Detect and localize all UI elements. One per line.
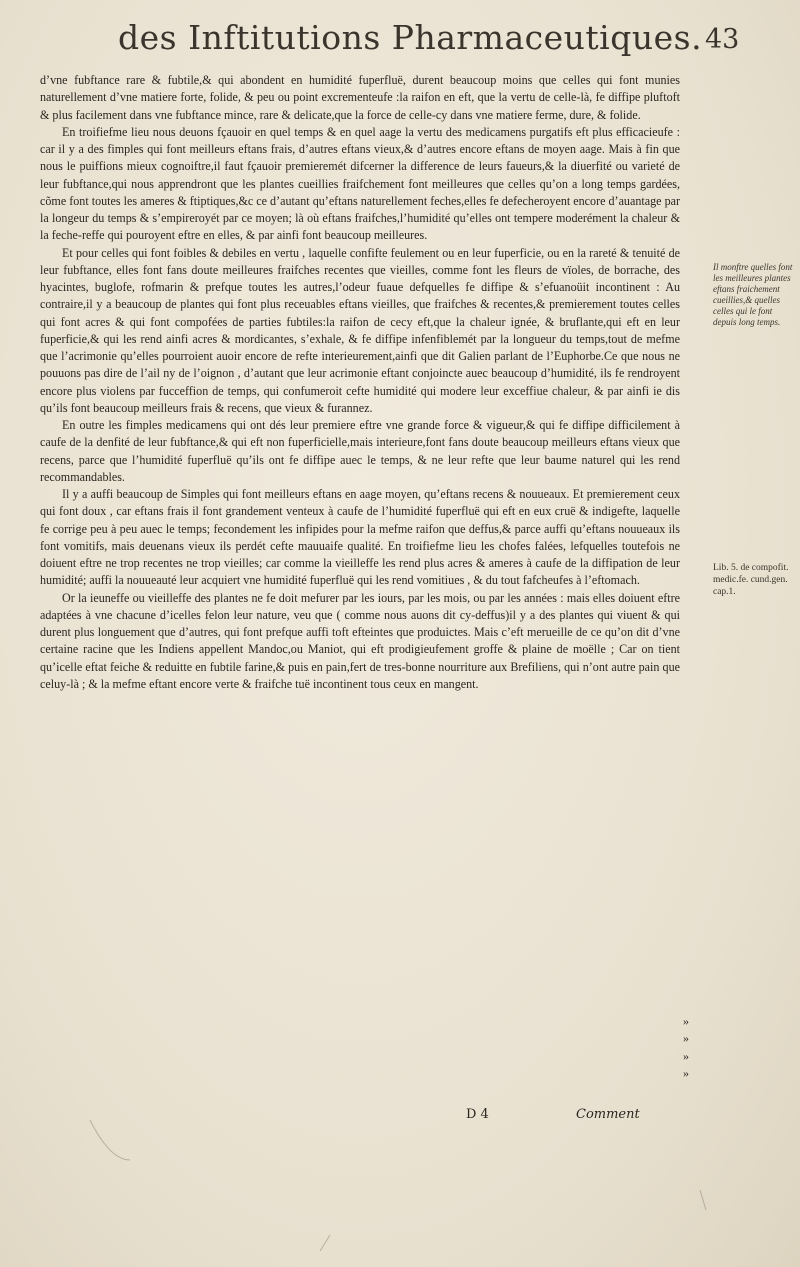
margin-reference: Lib. 5. de compofit. medic.fe. cund.gen. cap.1.: [713, 563, 789, 597]
ink-stroke: [700, 1190, 706, 1210]
paragraph: En troifiefme lieu nous deuons fçauoir en quel temps & en quel aage la vertu des medicamens purgatifs eft plus efficacieufe : car il y a des fimples qui font meilleurs eftans frais, d’autres eftans vieux,& d’autres encore eftans de moyen aage. Mais à fin que nous le puiffions mieux cognoiftre,il faut fçauoir premieremét difcerner la difference de leurs faueurs,& la diuerfité ou varieté de leur fubftance,qui nous apprendront que les plantes cueillies fraifchement font meilleures que celles qu’on a long temps gardées, cõme font toutes les ameres & ftiptiques,&c ce d’autant qu’eftans naturellement feches,elles fe defecheroyent encore d’auantage par la longeur du temps & s’empireroyét par ce moyen; là où eftans fraifches,l’humidité qu’elles ont tempere moderément la chaleur & la feche-reffe qui pouroyent eftre en elles, & par ainfi font beaucoup meilleures.: [40, 124, 681, 243]
ink-stroke: [90, 1120, 130, 1160]
paragraph: d’vne fubftance rare & fubtile,& qui abondent en humidité fuperfluë, durent beaucoup moins que celles qui font munies naturellement d’vne matiere forte, folide, & peu ou point excrementeufe :la raifon en eft, que la vertu de celle-là, fe diffipe pluftoft & plus facilement dans vne fubftance mince, rare & delicate,que la force de celle-cy dans vne matiere ferme, dure, & folide.: [40, 73, 680, 122]
margin-note: Il monftre quelles font les meilleures plantes eftans fraichement cueillies,& quelles celles qui le font depuis long temps.: [713, 262, 793, 327]
ink-stroke: [320, 1235, 330, 1251]
page-number: 43: [705, 24, 740, 55]
paragraph: En outre les fimples medicamens qui ont dés leur premiere eftre vne grande force & vigueur,& qui fe diffipe difficilement à caufe de la denfité de leur fubftance,& qui eft non fuperficielle,mais interieure,font fans doute beaucoup meilleurs eftans vieux que recens, parce que l’humidité fuperfluë qu’ils ont fe diffipe auec le temps, & ne leur refte que leur baume naturel qui les rend recommandables.: [40, 418, 680, 484]
paragraph: Or la ieuneffe ou vieilleffe des plantes ne fe doit mefurer par les iours, par les mois, ou par les années : mais elles doiuent eftre adaptées à vne chacune d’icelles felon leur nature, veu que ( comme nous auons dit cy-deffus)il y a des plantes qui viuent & qui durent plus longuement que d’autres, qui font prefque auffi toft efteintes que produictes. Mais c’eft merueille de ce qu’on dit d’vne certaine racine que les Indiens appellent Mandoc,ou Maniot, qui eft prodigieufement groffe & plaine de moëlle ; Car on tient qu’icelle eftat feiche & reduitte en fubtile farine,& puis en pain,fert de tres-bonne nourriture aux Brefiliens, qui n’ont autre pain que celuy-là ; & la mefme eftant encore verte & fraifche tuë incontinent tous ceux en mangent.: [40, 590, 680, 691]
paragraph: Et pour celles qui font foibles & debiles en vertu , laquelle confifte feulement ou en leur fuperficie, ou en la rareté & tenuité de leur fubftance, elles font fans doute meilleures fraifches recentes que vieilles, comme font les fleurs de vïoles, de borrache, des hyacintes, buglofe, rofmarin & prefque toutes les autres,l’odeur fuaue defquelles fe diffipe & s’efuanoüit incontinent : Au contraire,il y a beaucoup de plantes qui font plus receuables eftans vieilles, que fraifches & recentes,& premierement toutes celles qui font acres & qui font compofées de parties fubtiles:la raifon de cecy eft,que la chaleur ignée, & bruflante,qui eft en leur fuperficie,& qui les rend ainfi acres & mordicantes, s’exhale, & fe diffipe infenfiblemét par la longueur du temps,tout de mefme que l’acrimonie qu’elles pourroient auoir encore de refte interieurement,ainfi que dit Galien parlant de l’Euphorbe.Ce que nous ne pouuons pas dire de l’ail ny de l’oignon , d’autant que leur acrimonie eftant conjoincte auec beaucoup d’humidité, ils fe rendroyent encore plus violens par fucceffion de temps, qui confumeroit cefte humidité qui modere leur exceffiue chaleur, & par ainfi ie dis qu’ils font beaucoup meilleurs frais & recens, que vieux & furannez.: [40, 245, 680, 415]
paragraph: Il y a auffi beaucoup de Simples qui font meilleurs eftans en aage moyen, qu’eftans recens & nouueaux. Et premierement ceux qui font doux , car eftans frais il font grandement venteux à caufe de l’humidité fuperfluë qui eft en eux cruë & indigefte, laquelle fe corrige peu à peu auec le temps; fecondement les infipides pour la mefme raifon que deffus,& parce auffi qu’eftans nouueaux ils font vomitifs, mais deuenans vieux ils perdét cefte mauuaife qualité. En troifiefme lieu les chofes falées, lefquelles toutefois ne doiuent eftre ne trop recentes ne trop vieilles; car comme la vieilleffe les rend plus acres & ameres à caufe de la diffipation de leur humidité; auffi la nouueauté leur acquiert vne humidité fuperfluë qui les rend vomitiues , & du tout fafcheufes à l’eftomach.: [40, 487, 680, 588]
quote-mark: »: [683, 1014, 689, 1028]
catchword: Comment: [576, 1107, 640, 1122]
quote-mark: »: [683, 1048, 689, 1063]
running-title: des Inftitutions Pharmaceutiques.: [118, 18, 703, 57]
quote-mark: »: [683, 1031, 689, 1046]
quote-mark: »: [683, 1065, 689, 1080]
signature-mark: D 4: [466, 1107, 489, 1122]
